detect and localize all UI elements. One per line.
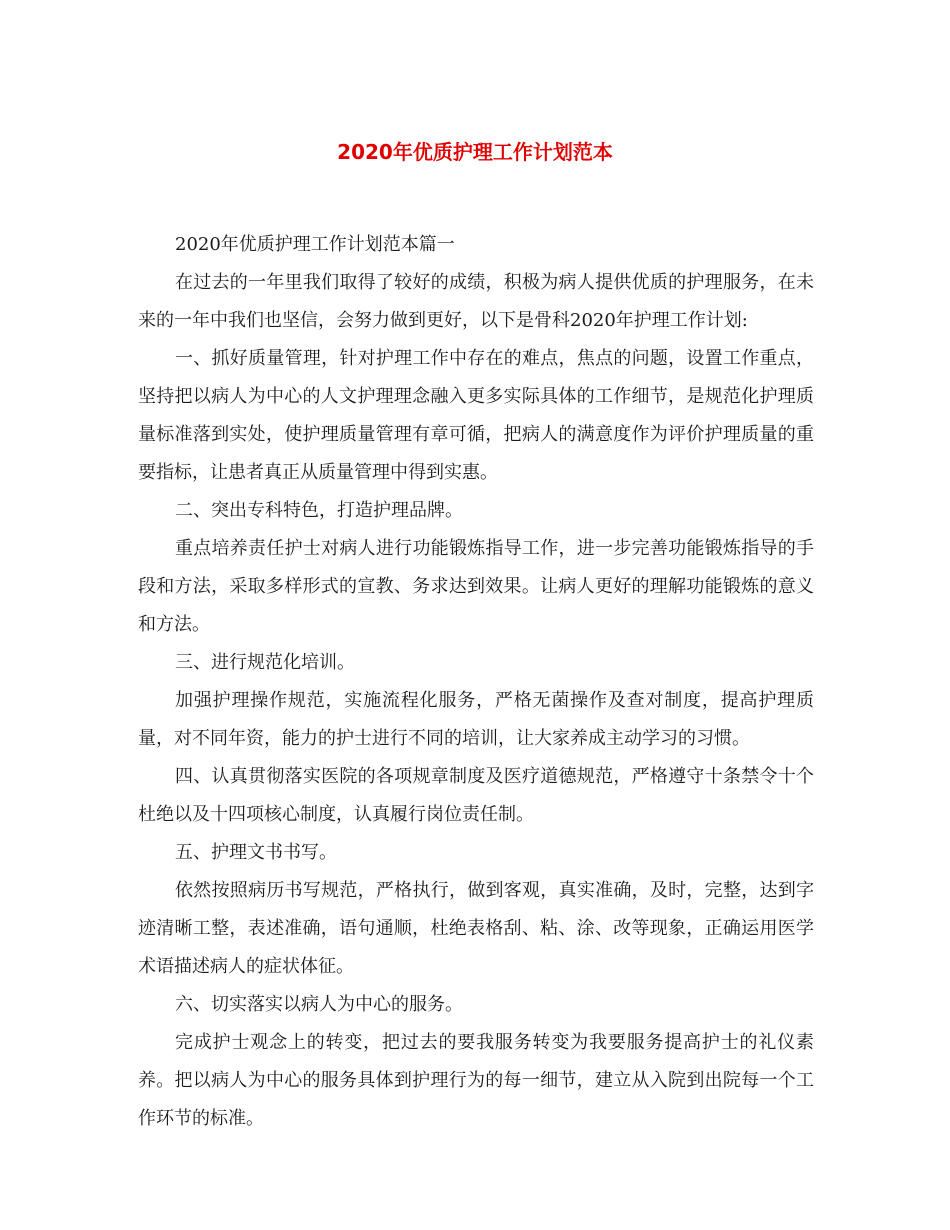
paragraph-intro: 在过去的一年里我们取得了较好的成绩，积极为病人提供优质的护理服务，在未来的一年中我们也坚信，会努力做到更好，以下是骨科2020年护理工作计划: <box>138 272 814 331</box>
paragraph-section-6: 完成护士观念上的转变，把过去的要我服务转变为我要服务提高护士的礼仪素养。把以病人为中心的服务具体到护理行为的每一细节，建立从入院到出院每一个工作环节的标准。 <box>138 1032 814 1129</box>
paragraph-heading-6: 六、切实落实以病人为中心的服务。 <box>175 994 463 1015</box>
paragraph-section-1: 一、抓好质量管理，针对护理工作中存在的难点，焦点的问题，设置工作重点，坚持把以病人为中心的人文护理理念融入更多实际具体的工作细节，是规范化护理质量标准落到实处，使护理质量管理有章可循，把病人的满意度作为评价护理质量的重要指标，让患者真正从质量管理中得到实惠。 <box>138 348 814 483</box>
document-body <box>138 226 814 1138</box>
paragraph-section-2: 重点培养责任护士对病人进行功能锻炼指导工作，进一步完善功能锻炼指导的手段和方法，采取多样形式的宣教、务求达到效果。让病人更好的理解功能锻炼的意义和方法。 <box>138 538 814 635</box>
paragraph-heading-5: 五、护理文书书写。 <box>175 842 337 863</box>
paragraph-section-5: 依然按照病历书写规范，严格执行，做到客观，真实准确，及时，完整，达到字迹清晰工整，表述准确，语句通顺，杜绝表格刮、粘、涂、改等现象，正确运用医学术语描述病人的症状体征。 <box>138 880 814 977</box>
paragraph-heading-2: 二、突出专科特色，打造护理品牌。 <box>175 500 463 521</box>
paragraph-subtitle: 2020年优质护理工作计划范本篇一 <box>175 234 455 255</box>
paragraph-heading-3: 三、进行规范化培训。 <box>175 652 355 673</box>
paragraph-section-4: 四、认真贯彻落实医院的各项规章制度及医疗道德规范，严格遵守十条禁令十个杜绝以及十四项核心制度，认真履行岗位责任制。 <box>138 766 814 825</box>
paragraph-section-3: 加强护理操作规范，实施流程化服务，严格无菌操作及查对制度，提高护理质量，对不同年资，能力的护士进行不同的培训，让大家养成主动学习的习惯。 <box>138 690 814 749</box>
document-title: 2020年优质护理工作计划范本 <box>337 140 613 164</box>
